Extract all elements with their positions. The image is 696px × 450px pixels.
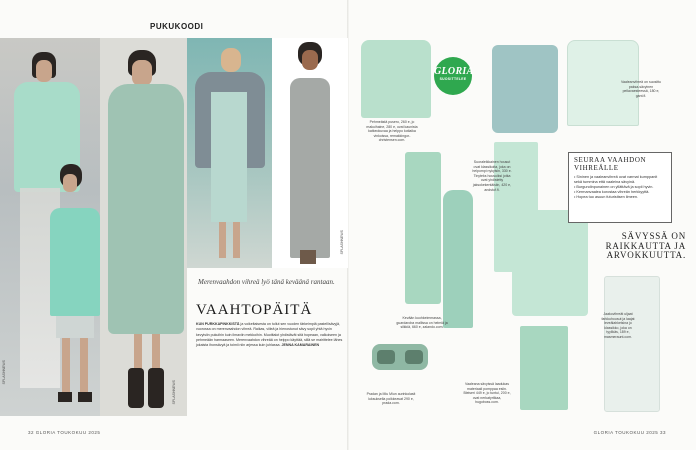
photo-credit: SPLASHNEWS xyxy=(340,230,344,255)
badge-title: GLORIA xyxy=(434,66,474,77)
color-tips-title: SEURAA VAAHDON VIHREÄLLE xyxy=(574,156,647,172)
product-blazer xyxy=(492,45,558,133)
caption-blazer: Suoraleikkainen housut ovat klassikoita, joka on helpompi nykyisin, 330 e. Tinyteks housuiksi jotka ovat yhdistetty jaksokekentäisiin, 420 e, andstuf.fi. xyxy=(472,160,512,192)
photo-credit: SPLASHNEWS xyxy=(2,360,6,385)
color-tips-list xyxy=(574,175,666,200)
product-maxi-skirt xyxy=(405,152,441,304)
runway-photo-3 xyxy=(187,38,272,268)
section-tag: PUKUKOODI xyxy=(150,22,204,31)
color-tip-item: • Hopea tuo asuun futuristisen ilmeen. xyxy=(574,195,666,200)
caption-suit: Vaaleana sävyissä laadukas materiaali pomppaa esiin. Bleiseri 449 e, jo tuntui, 200 e, ovat nerkatyrtikaa, hugoboss.com. xyxy=(463,382,511,405)
product-slip-dress xyxy=(443,190,473,328)
runway-photo-1 xyxy=(0,38,100,416)
caption-sweater: Pehmeästä pusero, 260 e, jo makuihaine, 280 e, ovat kaunista katkeokuvaa ja helppo kotiaika vinkoissa, remakkingor-christensen.com. xyxy=(366,120,418,143)
badge-subtitle: SUOSITTELEE xyxy=(439,77,467,81)
gloria-recommends-badge xyxy=(434,57,472,95)
color-tip-item: • Kermanvaalea korostaa vihreän herkkyyttä. xyxy=(574,190,666,195)
pull-quote: SÄVYSSÄ ON RAIKKAUTTA JA ARVOKKUUTTA. xyxy=(605,231,686,260)
caption-slip-dress: Kevään kuohkeimmassa, guardaroba mallissa on helmiä ja silkkiä, 660 e, zalando.com. xyxy=(396,316,448,330)
color-tip-item: • Burgundinpunainen on yllättävä ja sopii hyvin. xyxy=(574,185,666,190)
article-deck: Merenvaahdon vihreä lyö tänä keväänä rantaan. xyxy=(198,278,335,286)
folio-left: 32 GLORIA TOUKOKUU 2025 xyxy=(28,430,101,435)
article-body-text: ja voikeltaisesta on tullut sen vuoden tärkeimpiä pastellisävyjä, vuorossa on merenvaahdon vihreä. Raikas, viileä ja hienostunut sävy sopii yhtä hyvin kevyisiin pukuihin kuin ilmaviin mekkoihin. Muotitalot yhdistävät sitä hopeaan, valkoiseen ja pehmeään harmaaseen. Merenvaahdon vihreää on helppo käyttää, sillä se mairittelee lähes jokaista ihonsävyä ja toimii niin arjessa kuin juhlassa. xyxy=(196,322,343,348)
article-lead: KUN PURKKAPINKKISTÄ xyxy=(196,322,240,326)
product-sunglasses xyxy=(372,344,428,370)
product-shorts xyxy=(520,326,568,410)
photo-credit: SPLASHNEWS xyxy=(172,380,176,405)
runway-photo-2 xyxy=(100,38,187,416)
color-tips-box xyxy=(568,152,672,223)
product-suit-blazer xyxy=(512,210,588,316)
caption-sunglasses: Pradan ja Miu Miun aurinkolasit luksuksella poikkeavat 290 e, prada.com. xyxy=(366,392,416,406)
caption-shirt: Vaaleanvihreä on suosittu paksa-sävyinen pellavaesteessä, 180 e, gant.fi. xyxy=(620,80,662,98)
caption-jeans: Jaakovihreät uljaat farkkuhousut ja laajat leveälahkeisina jo klassikko, joka on tyylikäs, 189 e, masmeraunt.com. xyxy=(601,312,635,339)
folio-right: GLORIA TOUKOKUU 2025 33 xyxy=(593,430,666,435)
article-author: JENNA KAMARAINEN xyxy=(281,343,320,348)
article-body xyxy=(196,322,346,348)
runway-photo-4 xyxy=(272,38,348,268)
color-tip-item: • Sininen ja vaaleanvihreä ovat varmat kumppanit sekä tummina että vaaleina sävyinä. xyxy=(574,175,666,185)
product-sweater xyxy=(361,40,431,118)
product-jeans xyxy=(604,276,660,412)
article-headline: VAAHTOPÄITÄ xyxy=(196,302,313,318)
